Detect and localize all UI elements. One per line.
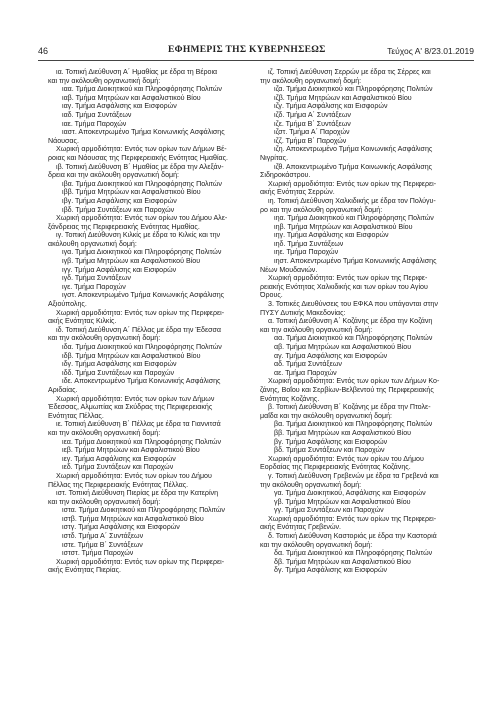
text-line: ιεα. Τμήμα Διοικητικού και Πληροφόρησης Πολιτών: [62, 437, 222, 446]
text-line: και την ακόλουθη οργανωτική δομή:: [48, 334, 161, 343]
text-line: ιζβ. Τμήμα Μητρώων και Ασφαλιστικού Βίου: [274, 93, 412, 102]
text-line: και την ακόλουθη οργανωτική δομή:: [48, 76, 161, 85]
text-line: ιηγ. Τμήμα Ασφάλισης και Εισφορών: [274, 231, 389, 240]
text-line: γ. Τοπική Διεύθυνση Γρεβενών με έδρα τα Γρεβενά και: [268, 471, 439, 480]
text-line: αγ. Τμήμα Ασφάλισης και Εισφορών: [274, 351, 388, 360]
text-line: ζάνης, Βοΐου και Σερβίων-Βελβεντού της Περιφερειακής: [260, 385, 434, 394]
text-line: ιβδ. Τμήμα Συντάξεων και Παροχών: [62, 205, 175, 214]
text-line: ιαε. Τμήμα Παροχών: [62, 119, 127, 128]
text-line: ιζστ. Τμήμα Α΄ Παροχών: [274, 128, 350, 137]
text-line: Χωρική αρμοδιότητα: Εντός των ορίων της Περιφερει-: [56, 308, 225, 317]
text-line: Νάουσας.: [48, 136, 79, 145]
text-line: ιζη. Αποκεντρωμένο Τμήμα Κοινωνικής Ασφάλισης: [274, 145, 433, 154]
text-line: ιε. Τοπική Διεύθυνση Β΄ Πέλλας με έδρα τα Γιαννιτσά: [56, 420, 221, 429]
text-line: και την ακόλουθη οργανωτική δομή:: [48, 497, 161, 506]
text-line: ιδγ. Τμήμα Ασφάλισης και Εισφορών: [62, 360, 177, 369]
text-line: ξάνδρειας της Περιφερειακής Ενότητας Ημαθίας.: [48, 222, 200, 231]
text-line: ιβ. Τοπική Διεύθυνση Β΄ Ημαθίας με έδρα την Αλεξάν-: [56, 162, 224, 171]
text-line: αα. Τμήμα Διοικητικού και Πληροφόρησης Πολιτών: [274, 334, 433, 343]
text-line: Ενότητας Κοζάνης.: [260, 394, 320, 403]
text-line: αβ. Τμήμα Μητρώων και Ασφαλιστικού Βίου: [274, 343, 412, 351]
text-line: γα. Τμήμα Διοικητικού, Ασφάλισης και Εισφορών: [274, 489, 426, 498]
gazette-title: ΕΦΗΜΕΡΙΣ ΤΗΣ ΚΥΒΕΡΝΗΣΕΩΣ: [168, 45, 326, 55]
text-line: ιηε. Τμήμα Παροχών: [274, 248, 339, 257]
text-line: Σιδηροκάστρου.: [260, 171, 311, 180]
text-line: δ. Τοπική Διεύθυνση Καστοριάς με έδρα την Καστοριά: [268, 532, 437, 541]
text-line: ιγε. Τμήμα Παροχών: [62, 282, 126, 291]
text-line: Χωρική αρμοδιότητα: Εντός των ορίων των Δήμων: [56, 394, 215, 403]
text-line: ακής Ενότητας Πιερίας.: [48, 566, 122, 575]
text-line: ιζζ. Τμήμα Β΄ Παροχών: [274, 136, 347, 145]
issue-info: Τεύχος Α' 8/23.01.2019: [387, 46, 474, 56]
text-line: ιδε. Αποκεντρωμένο Τμήμα Κοινωνικής Ασφάλισης: [62, 377, 221, 386]
text-line: ιζα. Τμήμα Διοικητικού και Πληροφόρησης Πολιτών: [274, 85, 433, 94]
text-line: ιηβ. Τμήμα Μητρώων και Ασφαλιστικού Βίου: [274, 222, 413, 231]
text-line: ροιας και Νάουσας της Περιφερειακής Ενότητας Ημαθίας.: [48, 153, 229, 162]
text-line: αδ. Τμήμα Συντάξεων: [274, 360, 342, 369]
text-line: 3. Τοπικές Διευθύνσεις του ΕΦΚΑ που υπάγονται στην: [268, 300, 438, 309]
header-divider: [38, 60, 474, 61]
text-line: Χωρική αρμοδιότητα: Εντός των ορίων των Δήμων Βέ-: [56, 145, 227, 154]
text-line: μαΐδα και την ακόλουθη οργανωτική δομή:: [260, 411, 393, 420]
text-line: Πέλλας της Περιφερειακής Ενότητας Πέλλας.: [48, 480, 189, 489]
text-line: ιηα. Τμήμα Διοικητικού και Πληροφόρησης Πολιτών: [274, 214, 434, 223]
text-line: ιγδ. Τμήμα Συντάξεων: [62, 274, 131, 283]
text-line: ιδα. Τμήμα Διοικητικού και Πληροφόρησης Πολιτών: [62, 343, 222, 351]
text-line: δγ. Τμήμα Ασφάλισης και Εισφορών: [274, 566, 388, 575]
text-line: Χωρική αρμοδιότητα: Εντός των ορίων της Περιφε-: [268, 274, 428, 283]
text-line: βγ. Τμήμα Ασφάλισης και Εισφορών: [274, 437, 388, 446]
text-line: ιγα. Τμήμα Διοικητικού και Πληροφόρησης Πολιτών: [62, 248, 222, 257]
text-line: ιαα. Τμήμα Διοικητικού και Πληροφόρησης Πολιτών: [62, 85, 222, 94]
text-line: ιαγ. Τμήμα Ασφάλισης και Εισφορών: [62, 102, 177, 111]
page-number: 46: [38, 46, 49, 56]
text-line: ιαδ. Τμήμα Συντάξεων: [62, 110, 132, 119]
text-line: Νιγρίτας.: [260, 153, 289, 162]
text-line: ιγβ. Τμήμα Μητρώων και Ασφαλιστικού Βίου: [62, 257, 201, 266]
text-line: α. Τοπική Διεύθυνση Α΄ Κοζάνης με έδρα την Κοζάνη: [268, 317, 433, 326]
text-line: ιββ. Τμήμα Μητρώων και Ασφαλιστικού Βίου: [62, 188, 201, 197]
text-line: ιεβ. Τμήμα Μητρώων και Ασφαλιστικού Βίου: [62, 446, 200, 455]
text-line: ιηστ. Αποκεντρωμένο Τμήμα Κοινωνικής Ασφάλισης: [274, 257, 437, 266]
text-line: ιηδ. Τμήμα Συντάξεων: [274, 239, 344, 248]
text-line: δβ. Τμήμα Μητρώων και Ασφαλιστικού Βίου: [274, 557, 411, 566]
text-line: Αξιούπολης.: [48, 300, 87, 309]
text-line: ιγ. Τοπική Διεύθυνση Κιλκίς με έδρα το Κιλκίς και την: [56, 231, 221, 240]
text-line: ιγγ. Τμήμα Ασφάλισης και Εισφορών: [62, 265, 177, 274]
text-line: Έδεσσας, Αλμωπίας και Σκύδρας της Περιφερειακής: [48, 403, 213, 412]
text-line: ιστβ. Τμήμα Μητρώων και Ασφαλιστικού Βίου: [62, 514, 204, 523]
text-line: Όρους.: [260, 291, 283, 300]
text-line: Χωρική αρμοδιότητα: Εντός των ορίων των Δήμων Κο-: [268, 377, 440, 386]
text-line: Εορδαίας της Περιφερειακής Ενότητας Κοζάνης.: [260, 463, 411, 472]
text-line: ιαστ. Αποκεντρωμένο Τμήμα Κοινωνικής Ασφάλισης: [62, 128, 225, 137]
text-line: και την ακόλουθη οργανωτική δομή:: [48, 428, 161, 437]
text-line: ιζθ. Αποκεντρωμένο Τμήμα Κοινωνικής Ασφάλισης: [274, 162, 433, 171]
text-line: ακής Ενότητας Σερρών.: [260, 188, 335, 197]
text-line: ιδδ. Τμήμα Συντάξεων και Παροχών: [62, 368, 175, 377]
text-line: ιγστ. Αποκεντρωμένο Τμήμα Κοινωνικής Ασφάλισης: [62, 291, 225, 300]
text-line: ιστ. Τοπική Διεύθυνση Πιερίας με έδρα την Κατερίνη: [56, 489, 219, 498]
text-line: ιη. Τοπική Διεύθυνση Χαλκιδικής με έδρα τον Πολύγυ-: [268, 196, 436, 205]
text-line: ιστγ. Τμήμα Ασφάλισης και Εισφορών: [62, 523, 180, 532]
page-header: [38, 46, 474, 60]
text-line: ιβα. Τμήμα Διοικητικού και Πληροφόρησης Πολιτών: [62, 179, 222, 188]
text-line: ΠΥΣΥ Δυτικής Μακεδονίας:: [260, 308, 346, 317]
text-line: ιζδ. Τμήμα Α΄ Συντάξεων: [274, 110, 351, 119]
text-line: Χωρική αρμοδιότητα: Εντός των ορίων της Περιφερει-: [268, 179, 437, 188]
text-line: βα. Τμήμα Διοικητικού και Πληροφόρησης Πολιτών: [274, 420, 433, 429]
text-line: ακής Ενότητας Κιλκίς.: [48, 317, 117, 326]
text-line: ιδβ. Τμήμα Μητρώων και Ασφαλιστικού Βίου: [62, 351, 201, 360]
text-line: Χωρική αρμοδιότητα: Εντός των ορίων του Δήμου Αλε-: [56, 214, 228, 223]
text-line: Χωρική αρμοδιότητα: Εντός των ορίων της Περιφερει-: [268, 514, 437, 523]
text-line: ρειακής Ενότητας Χαλκιδικής και των ορίων του Αγίου: [260, 282, 428, 291]
text-line: αε. Τμήμα Παροχών: [274, 368, 337, 377]
text-line: ιεγ. Τμήμα Ασφάλισης και Εισφορών: [62, 454, 176, 463]
text-line: ιβγ. Τμήμα Ασφάλισης και Εισφορών: [62, 196, 177, 205]
right-column: [260, 68, 462, 575]
text-line: ιστα. Τμήμα Διοικητικού και Πληροφόρησης Πολιτών: [62, 506, 225, 515]
text-line: Χωρική αρμοδιότητα: Εντός των ορίων του Δήμου: [268, 454, 424, 463]
text-line: Νέων Μουδανιών.: [260, 265, 318, 274]
text-line: β. Τοπική Διεύθυνση Β΄ Κοζάνης με έδρα την Πτολε-: [268, 403, 431, 412]
text-line: ακόλουθη οργανωτική δομή:: [48, 239, 137, 248]
text-line: γβ. Τμήμα Μητρώων και Ασφαλιστικού Βίου: [274, 497, 411, 506]
text-line: ακής Ενότητας Γρεβενών.: [260, 523, 341, 532]
text-line: δα. Τμήμα Διοικητικού και Πληροφόρησης Πολιτών: [274, 549, 433, 558]
text-line: ιζγ. Τμήμα Ασφάλισης και Εισφορών: [274, 102, 388, 111]
text-line: Χωρική αρμοδιότητα: Εντός των ορίων του Δήμου: [56, 471, 212, 480]
text-line: Ενότητας Πέλλας.: [48, 411, 104, 420]
text-line: ιδ. Τοπική Διεύθυνση Α΄ Πέλλας με έδρα την Έδεσσα: [56, 325, 221, 334]
text-line: ββ. Τμήμα Μητρώων και Ασφαλιστικού Βίου: [274, 428, 412, 437]
text-line: ρο και την ακόλουθη οργανωτική δομή:: [260, 205, 383, 214]
text-line: ιστε. Τμήμα Β΄ Συντάξεων: [62, 540, 143, 549]
text-line: και την ακόλουθη οργανωτική δομή:: [260, 325, 373, 334]
text-line: ιαβ. Τμήμα Μητρώων και Ασφαλιστικού Βίου: [62, 93, 201, 102]
text-line: ιζε. Τμήμα Β΄ Συντάξεων: [274, 119, 351, 128]
text-line: ιστστ. Τμήμα Παροχών: [62, 549, 134, 558]
text-line: ιζ. Τοπική Διεύθυνση Σερρών με έδρα τις Σέρρες και: [268, 68, 431, 76]
text-line: γγ. Τμήμα Συντάξεων και Παροχών: [274, 506, 384, 515]
text-line: Χωρική αρμοδιότητα: Εντός των ορίων της Περιφερει-: [56, 557, 225, 566]
text-line: την ακόλουθη οργανωτική δομή:: [260, 480, 362, 489]
text-line: ια. Τοπική Διεύθυνση Α΄ Ημαθίας με έδρα τη Βέροια: [56, 68, 218, 76]
text-line: Αριδαίας.: [48, 385, 78, 394]
text-line: βδ. Τμήμα Συντάξεων και Παροχών: [274, 446, 385, 455]
left-column: [48, 68, 250, 575]
text-line: ιστδ. Τμήμα Α΄ Συντάξεων: [62, 532, 144, 541]
text-line: δρεια και την ακόλουθη οργανωτική δομή:: [48, 171, 180, 180]
text-line: την ακόλουθη οργανωτική δομή:: [260, 76, 362, 85]
text-line: και την ακόλουθη οργανωτική δομή:: [260, 540, 373, 549]
text-line: ιεδ. Τμήμα Συντάξεων και Παροχών: [62, 463, 174, 472]
